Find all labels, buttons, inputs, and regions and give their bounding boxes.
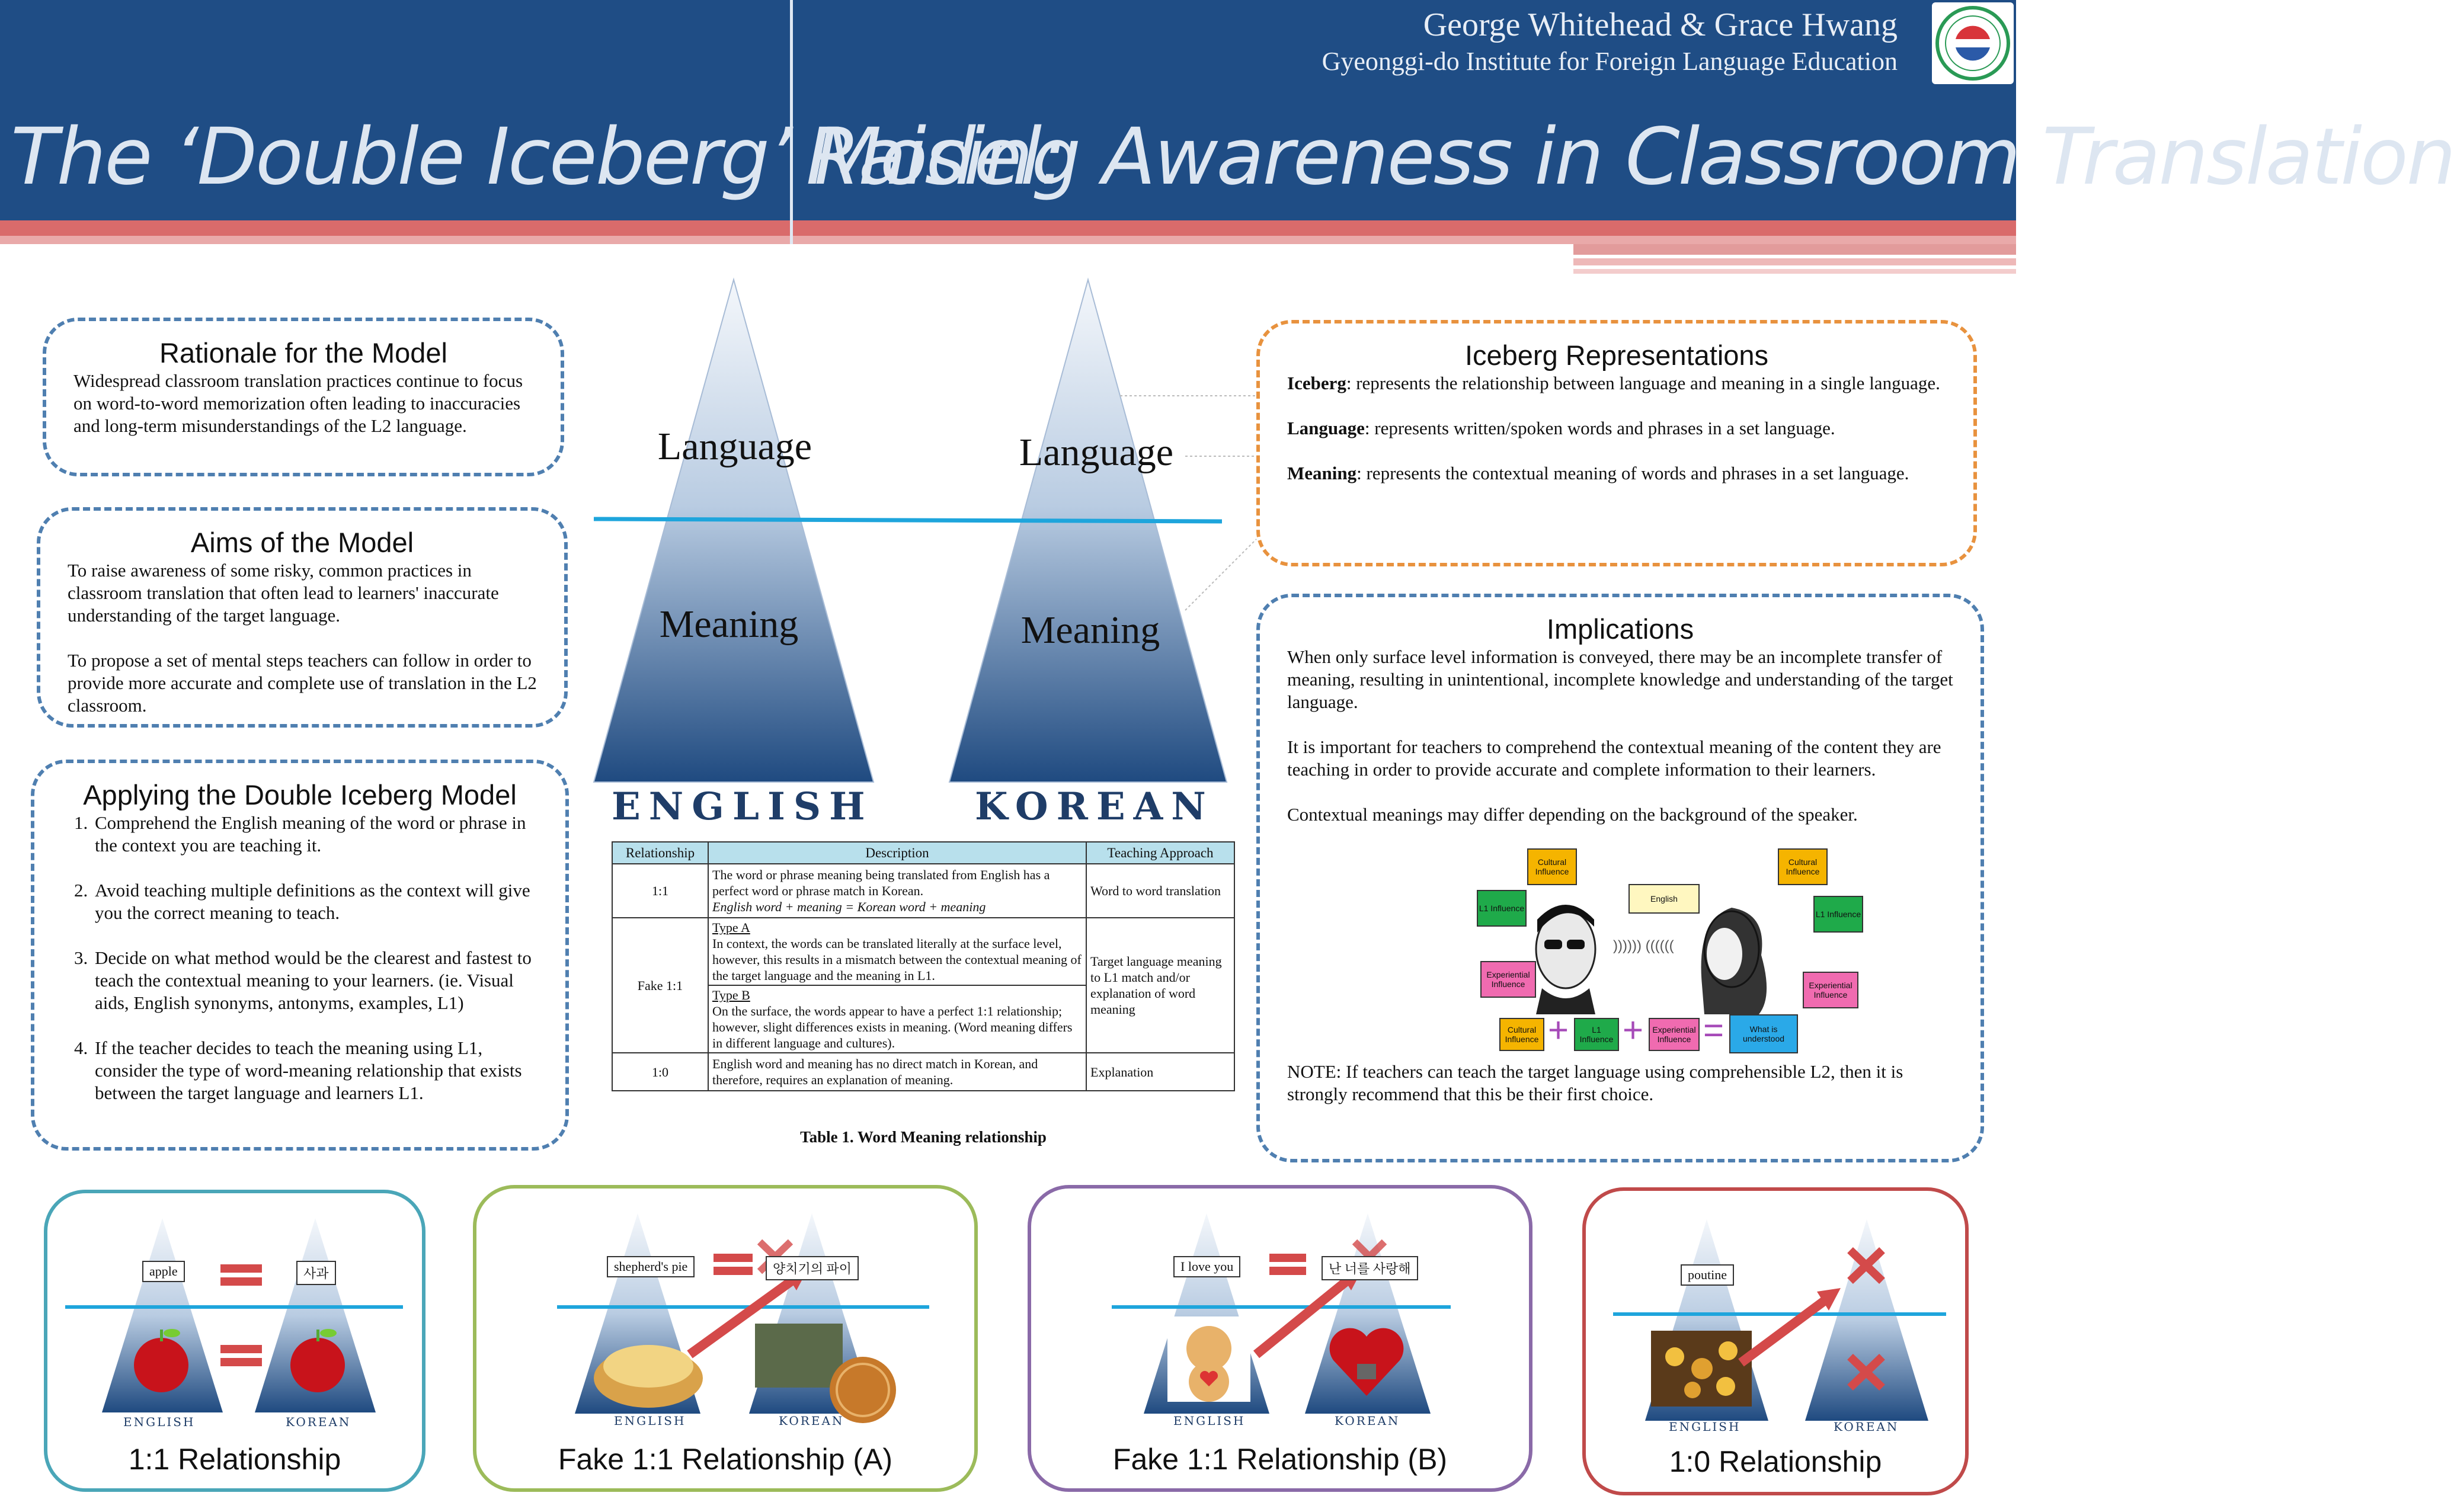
applying-step: 2. Avoid teaching multiple definitions as the context will give you the correct meaning to teach.: [92, 879, 538, 924]
korean-label: KOREAN: [286, 1415, 351, 1429]
cultural-influence-box: Cultural Influence: [1499, 1018, 1544, 1051]
example-1-1-box: [44, 1190, 425, 1492]
term: Language: [1287, 418, 1365, 438]
institute-logo: [1932, 2, 2014, 84]
rationale-body: Widespread classroom translation practices continue to focus on word-to-word memorization often leading to inaccuracies and long-term misunderstandings of the L2 language.: [73, 370, 523, 436]
what-is-understood-box: What is understood: [1729, 1014, 1798, 1053]
decorative-stripe: [1573, 269, 2016, 274]
plus-icon: +: [1623, 1010, 1644, 1050]
experiential-influence-box: Experiential Influence: [1649, 1018, 1700, 1051]
header-stripe: [793, 220, 2016, 236]
example-fake-a-box: [473, 1185, 978, 1492]
korean-label: KOREAN: [1834, 1420, 1899, 1434]
table-cell: [708, 918, 1086, 1053]
table-header: Relationship: [612, 842, 708, 864]
rationale-box: [43, 318, 564, 476]
applying-box: [31, 760, 569, 1151]
korean-word-label: 난 너를 사랑해: [1322, 1256, 1418, 1280]
meaning-definition: Meaning: represents the contextual meaning of words and phrases in a set language.: [1287, 463, 1909, 483]
header-stripe: [0, 220, 790, 236]
english-label: ENGLISH: [123, 1415, 196, 1429]
implications-paragraph: It is important for teachers to comprehend the contextual meaning of the content they are teaching in order to provide accurate and complete information to their learners.: [1287, 736, 1941, 780]
term: Iceberg: [1287, 373, 1346, 393]
svg-text:)))))) ((((((: )))))) ((((((: [1613, 938, 1674, 954]
table-header: Description: [708, 842, 1086, 864]
l1-influence-box: L1 Influence: [1813, 896, 1863, 933]
iceberg-rep-title: Iceberg Representations: [1464, 339, 1769, 371]
cultural-influence-box: Cultural Influence: [1527, 848, 1577, 885]
english-iceberg: [594, 280, 874, 782]
english-word-label: I love you: [1173, 1256, 1240, 1277]
english-country-label: ENGLISH: [612, 784, 874, 829]
waterline: [594, 519, 1222, 521]
table-cell: [708, 864, 1086, 918]
table-cell: 1:0: [612, 1053, 708, 1091]
english-box: English: [1628, 884, 1700, 914]
language-definition: Language: represents written/spoken words and phrases in a set language.: [1287, 418, 1835, 438]
korean-label: KOREAN: [779, 1414, 844, 1428]
example-icebergs: [1586, 1191, 1965, 1434]
type-a-description: In context, the words can be translated literally at the surface level, however, this results in a mismatch between the contextual meaning of the target language and the meaning in L1.: [712, 936, 1082, 983]
implications-paragraph: Contextual meanings may differ depending on the background of the speaker.: [1287, 804, 1858, 825]
header-stripe: [0, 236, 790, 244]
example-icebergs: [476, 1189, 974, 1425]
korean-iceberg: [949, 280, 1227, 782]
korean-word-label: 사과: [296, 1261, 336, 1285]
row1-description: The word or phrase meaning being translated from English has a perfect word or phrase match in Korean.: [712, 867, 1050, 898]
authors: George Whitehead & Grace Hwang: [1423, 7, 1898, 43]
aims-paragraph-2: To propose a set of mental steps teachers can follow in order to provide more accurate and complete use of translation in the L2 classroom.: [68, 650, 537, 716]
equals-icon: =: [1703, 1010, 1724, 1050]
korean-language-label: Language: [1019, 431, 1174, 474]
word-meaning-table: [612, 841, 1235, 1091]
korean-word-label: 양치기의 파이: [766, 1256, 859, 1280]
aims-title: Aims of the Model: [190, 527, 414, 558]
korean-label: KOREAN: [1335, 1414, 1400, 1428]
poster-title-right: Raising Awareness in Classroom Translation: [806, 111, 2454, 203]
implications-title: Implications: [1546, 613, 1694, 645]
english-label: ENGLISH: [614, 1414, 686, 1428]
poutine-photo-icon: [1651, 1331, 1752, 1407]
example-caption: 1:1 Relationship: [128, 1443, 341, 1476]
plus-icon: +: [1548, 1010, 1569, 1050]
decorative-stripe: [1573, 258, 2016, 265]
table-cell: Explanation: [1086, 1053, 1234, 1091]
type-a-label: Type A: [712, 920, 750, 935]
aims-box: [37, 507, 568, 728]
example-caption: 1:0 Relationship: [1669, 1445, 1882, 1478]
implications-box: [1256, 594, 1984, 1162]
example-caption: Fake 1:1 Relationship (A): [558, 1443, 893, 1476]
double-iceberg-diagram: [587, 273, 1233, 794]
table-row: [612, 918, 1234, 1053]
english-meaning-label: Meaning: [659, 603, 799, 646]
table-cell: English word and meaning has no direct match in Korean, and therefore, requires an explanation of meaning.: [708, 1053, 1086, 1091]
applying-step: 1. Comprehend the English meaning of the word or phrase in the context you are teaching it.: [92, 812, 538, 857]
example-icebergs: [47, 1193, 422, 1430]
teddy-bear-icon: [1167, 1316, 1250, 1402]
english-word-label: apple: [142, 1261, 185, 1282]
l1-influence-box: L1 Influence: [1574, 1018, 1619, 1051]
rationale-title: Rationale for the Model: [159, 337, 447, 369]
iceberg-definition: Iceberg: represents the relationship between language and meaning in a single language.: [1287, 373, 1940, 393]
korean-country-label: KOREAN: [975, 784, 1214, 829]
english-word-label: shepherd's pie: [607, 1256, 695, 1277]
experiential-influence-box: Experiential Influence: [1480, 961, 1536, 998]
shepherd-photo-icon: [755, 1324, 843, 1388]
table-cell: Word to word translation: [1086, 864, 1234, 918]
implications-paragraph: When only surface level information is conveyed, there may be an incomplete transfer of meaning, resulting in unintentional, incomplete knowledge and understanding of the target language.: [1287, 646, 1953, 712]
connector-line: [1185, 539, 1256, 610]
institute: Gyeonggi-do Institute for Foreign Language Education: [1322, 47, 1898, 76]
table-header: Teaching Approach: [1086, 842, 1234, 864]
korean-meaning-label: Meaning: [1020, 608, 1160, 652]
iceberg-representations-box: [1256, 320, 1977, 566]
table-row: [612, 1053, 1234, 1091]
example-icebergs: [1031, 1189, 1529, 1425]
l1-influence-box: L1 Influence: [1477, 890, 1527, 927]
experiential-influence-box: Experiential Influence: [1803, 972, 1858, 1008]
header-stripe: [793, 236, 2016, 244]
influence-diagram: [1287, 848, 1953, 1049]
decorative-stripe: [1573, 244, 2016, 255]
applying-steps: [62, 812, 538, 1104]
example-1-0-box: [1582, 1187, 1969, 1495]
row1-formula: English word + meaning = Korean word + meaning: [712, 899, 986, 914]
type-b-label: Type B: [712, 988, 750, 1002]
poster-title-left: The ‘Double Iceberg’ Model:: [11, 111, 1065, 203]
term: Meaning: [1287, 463, 1357, 483]
applying-step: 4. If the teacher decides to teach the meaning using L1, consider the type of word-meaning relationship that exists between the target language and learners L1.: [92, 1037, 538, 1104]
type-b-description: On the surface, the words appear to have a perfect 1:1 relationship; however, slight differences exists in meaning. (Word meaning differs in different language and cultures).: [712, 1004, 1073, 1050]
table-cell: Fake 1:1: [612, 918, 708, 1053]
applying-title: Applying the Double Iceberg Model: [83, 779, 517, 811]
implications-note: NOTE: If teachers can teach the target language using comprehensible L2, then it is strongly recommend that this be their first choice.: [1287, 1061, 1903, 1104]
table-row: [612, 864, 1234, 918]
example-fake-b-box: [1028, 1185, 1532, 1492]
table-cell: 1:1: [612, 864, 708, 918]
table-cell: Target language meaning to L1 match and/or explanation of word meaning: [1086, 918, 1234, 1053]
english-label: ENGLISH: [1669, 1420, 1741, 1434]
example-caption: Fake 1:1 Relationship (B): [1112, 1443, 1448, 1476]
english-word-label: poutine: [1681, 1264, 1734, 1286]
applying-step: 3. Decide on what method would be the clearest and fastest to teach the contextual meaning to your learners. (ie. Visual aids, English synonyms, antonyms, examples, L1): [92, 947, 538, 1014]
english-label: ENGLISH: [1173, 1414, 1246, 1428]
cultural-influence-box: Cultural Influence: [1778, 848, 1828, 885]
english-language-label: Language: [657, 425, 812, 468]
aims-paragraph-1: To raise awareness of some risky, common practices in classroom translation that often lead to learners' inaccurate understanding of the target language.: [68, 560, 499, 626]
table-caption: Table 1. Word Meaning relationship: [800, 1128, 1047, 1146]
